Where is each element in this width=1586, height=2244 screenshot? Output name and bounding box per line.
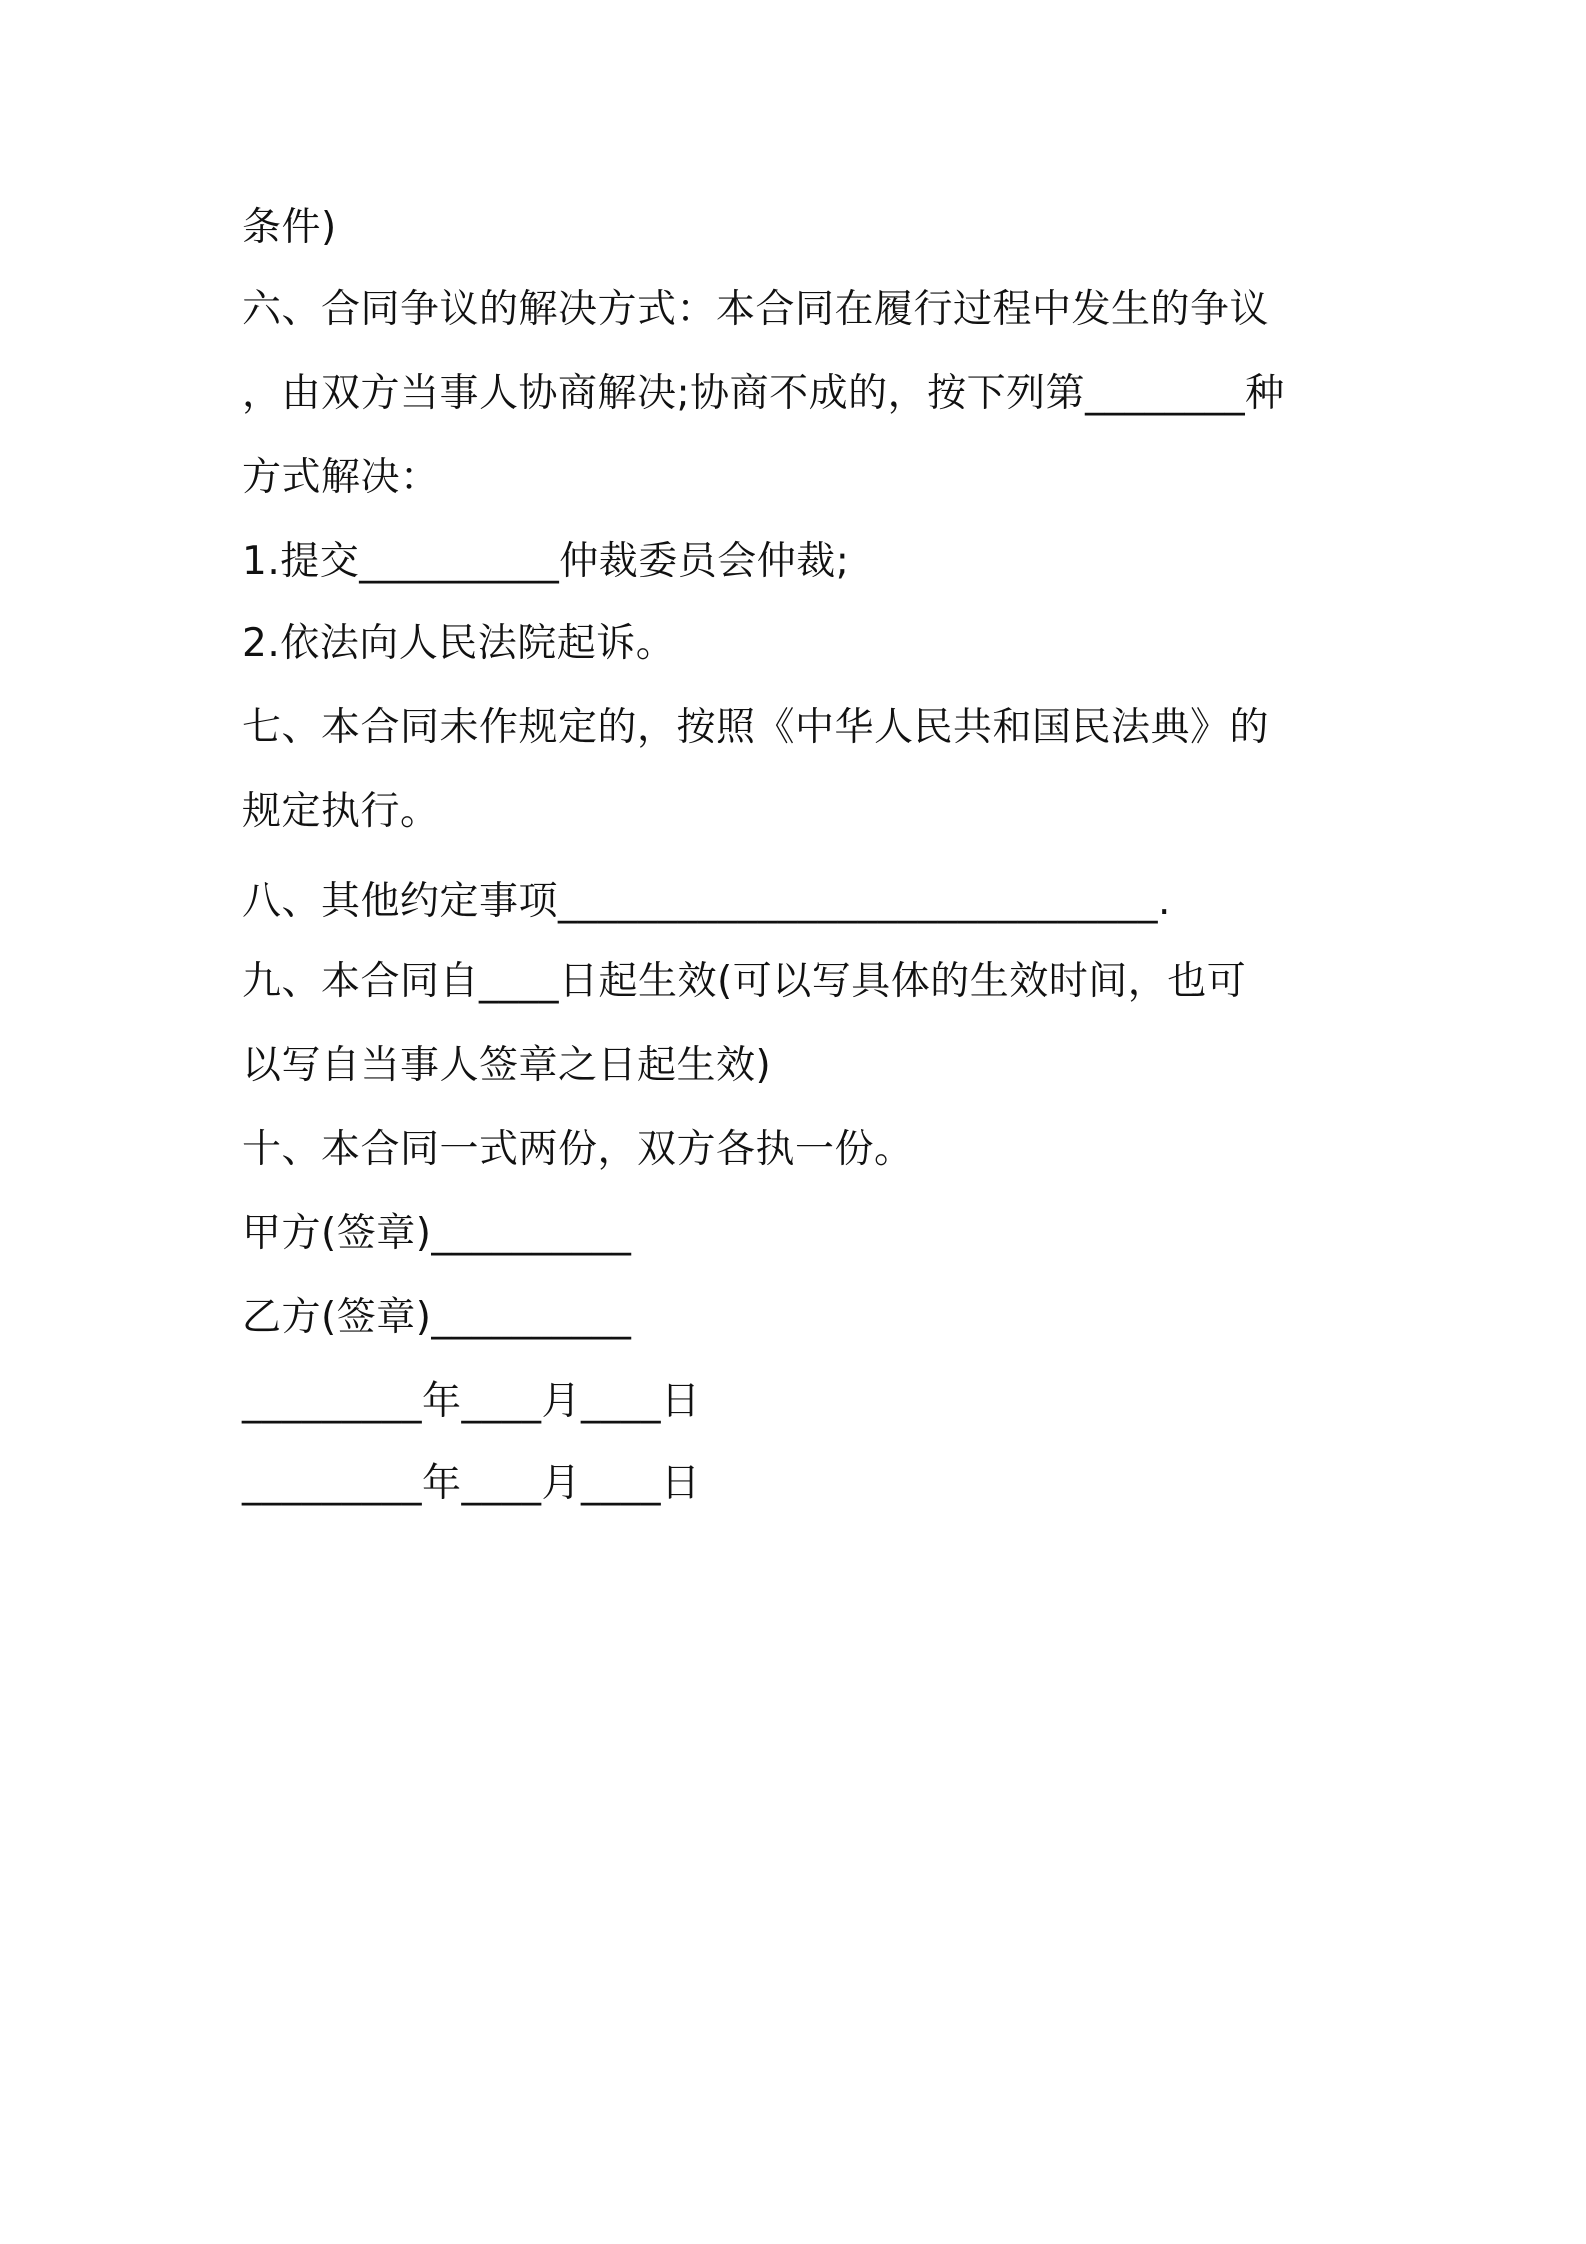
text-line-party-b-signature: 乙方(签章)__________ bbox=[242, 1295, 632, 1340]
text-line-clause-6-cont-2: 方式解决： bbox=[242, 455, 440, 500]
text-line-clause-7: 七、本合同未作规定的，按照《中华人民共和国民法典》的 bbox=[242, 705, 1270, 750]
text-line-clause-9-cont: 以写自当事人签章之日起生效) bbox=[242, 1043, 772, 1088]
text-line-clause-6: 六、合同争议的解决方式：本合同在履行过程中发生的争议 bbox=[242, 287, 1270, 332]
text-line-clause-5-end: 条件) bbox=[242, 205, 337, 250]
text-line-date-2: _________年____月____日 bbox=[242, 1461, 701, 1506]
text-line-party-a-signature: 甲方(签章)__________ bbox=[242, 1211, 632, 1256]
text-line-option-2: 2.依法向人民法院起诉。 bbox=[242, 621, 676, 666]
text-line-clause-9: 九、本合同自____日起生效(可以写具体的生效时间，也可 bbox=[242, 959, 1247, 1004]
text-line-option-1: 1.提交__________仲裁委员会仲裁; bbox=[242, 539, 850, 584]
text-line-date-1: _________年____月____日 bbox=[242, 1379, 701, 1424]
text-line-clause-8: 八、其他约定事项______________________________. bbox=[242, 879, 1171, 924]
text-line-clause-10: 十、本合同一式两份，双方各执一份。 bbox=[242, 1127, 914, 1172]
text-line-clause-6-cont-1: ，由双方当事人协商解决;协商不成的，按下列第________种 bbox=[242, 371, 1285, 416]
text-line-clause-7-cont: 规定执行。 bbox=[242, 789, 440, 834]
